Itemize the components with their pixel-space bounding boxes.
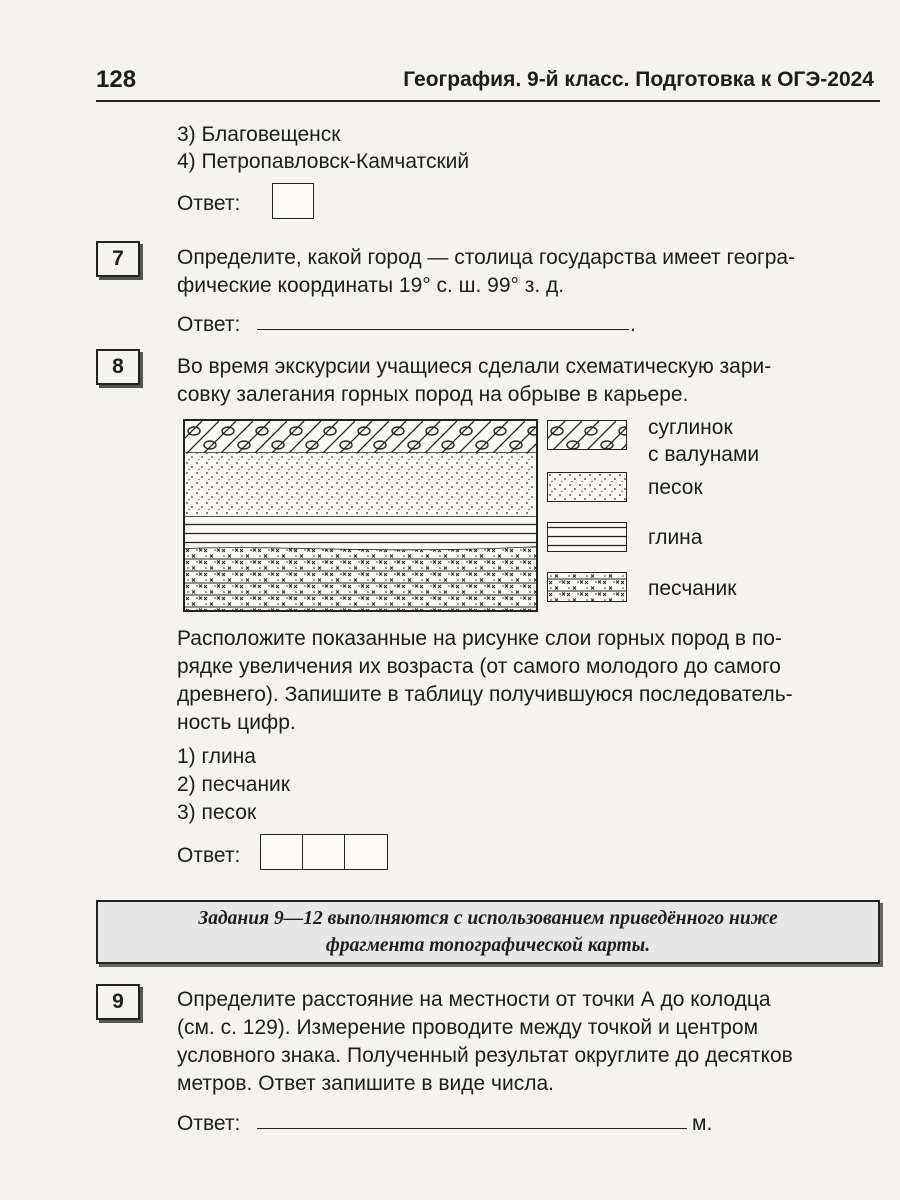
- q8-line-1: Во время экскурсии учащиеся сделали схематическую зари-: [177, 355, 772, 378]
- q9-answer-suffix: м.: [692, 1112, 713, 1135]
- q7-answer-line[interactable]: [257, 307, 629, 330]
- running-title: География. 9-й класс. Подготовка к ОГЭ-2024: [403, 68, 874, 91]
- page-number: 128: [96, 66, 137, 93]
- q8-task-line-2: рядке увеличения их возраста (от самого молодого до самого: [177, 655, 781, 678]
- q6-answer-box[interactable]: [272, 183, 314, 219]
- q8-task-line-4: ность цифр.: [177, 711, 296, 734]
- q9-number-box: 9: [96, 984, 140, 1020]
- q6-option-4: 4) Петропавловск-Камчатский: [177, 150, 470, 173]
- legend-label-loam-1: суглинок: [648, 416, 733, 439]
- header-rule: [96, 100, 880, 102]
- q9-line-4: метров. Ответ запишите в виде числа.: [177, 1072, 554, 1095]
- q8-number-box: 8: [96, 349, 140, 385]
- legend-label-sand: песок: [648, 476, 703, 499]
- q6-answer-label: Ответ:: [177, 192, 241, 215]
- q8-option-2: 2) песчаник: [177, 773, 290, 796]
- q8-answer-cell-2[interactable]: [302, 834, 346, 870]
- q8-task-line-1: Расположите показанные на рисунке слои горных пород в по-: [177, 627, 782, 650]
- q7-number-box: 7: [96, 241, 140, 277]
- q7-answer-suffix: .: [630, 313, 636, 336]
- q8-line-2: совку залегания горных пород на обрыве в карьере.: [177, 383, 689, 406]
- legend-swatch-sand: [547, 472, 627, 502]
- q8-task-line-3: древнего). Запишите в таблицу получившуюся последователь-: [177, 683, 793, 706]
- q7-line-1: Определите, какой город — столица государства имеет геогра-: [177, 246, 796, 269]
- q7-line-2: фические координаты 19° с. ш. 99° з. д.: [177, 274, 565, 297]
- q8-answer-cell-1[interactable]: [260, 834, 304, 870]
- q8-answer-cell-3[interactable]: [344, 834, 388, 870]
- legend-swatch-sandstone: [547, 572, 627, 602]
- q9-line-3: условного знака. Полученный результат округлите до десятков: [177, 1044, 793, 1067]
- legend-swatch-clay: [547, 522, 627, 552]
- q6-option-3: 3) Благовещенск: [177, 123, 341, 146]
- legend-label-loam-2: с валунами: [648, 443, 760, 466]
- legend-swatch-loam: [547, 420, 627, 450]
- layer-loam-with-boulders: [185, 421, 536, 453]
- q9-answer-label: Ответ:: [177, 1112, 241, 1135]
- layer-sandstone: [185, 547, 536, 610]
- q9-answer-line[interactable]: [257, 1106, 687, 1129]
- layer-sand: [185, 453, 536, 517]
- q7-answer-label: Ответ:: [177, 313, 241, 336]
- banner-line-1: Задания 9—12 выполняются с использованием приведённого ниже: [198, 908, 778, 929]
- q9-line-1: Определите расстояние на местности от точки А до колодца: [177, 988, 771, 1011]
- banner-line-2: фрагмента топографической карты.: [325, 935, 651, 956]
- tasks-9-12-banner: [96, 900, 880, 964]
- layer-clay: [185, 517, 536, 549]
- legend-label-clay: глина: [648, 526, 703, 549]
- q8-answer-label: Ответ:: [177, 844, 241, 867]
- strata-diagram: [183, 419, 538, 612]
- legend-label-sandstone: песчаник: [648, 577, 737, 600]
- q8-option-1: 1) глина: [177, 745, 256, 768]
- q9-line-2: (см. с. 129). Измерение проводите между точкой и центром: [177, 1016, 759, 1039]
- q8-option-3: 3) песок: [177, 801, 257, 824]
